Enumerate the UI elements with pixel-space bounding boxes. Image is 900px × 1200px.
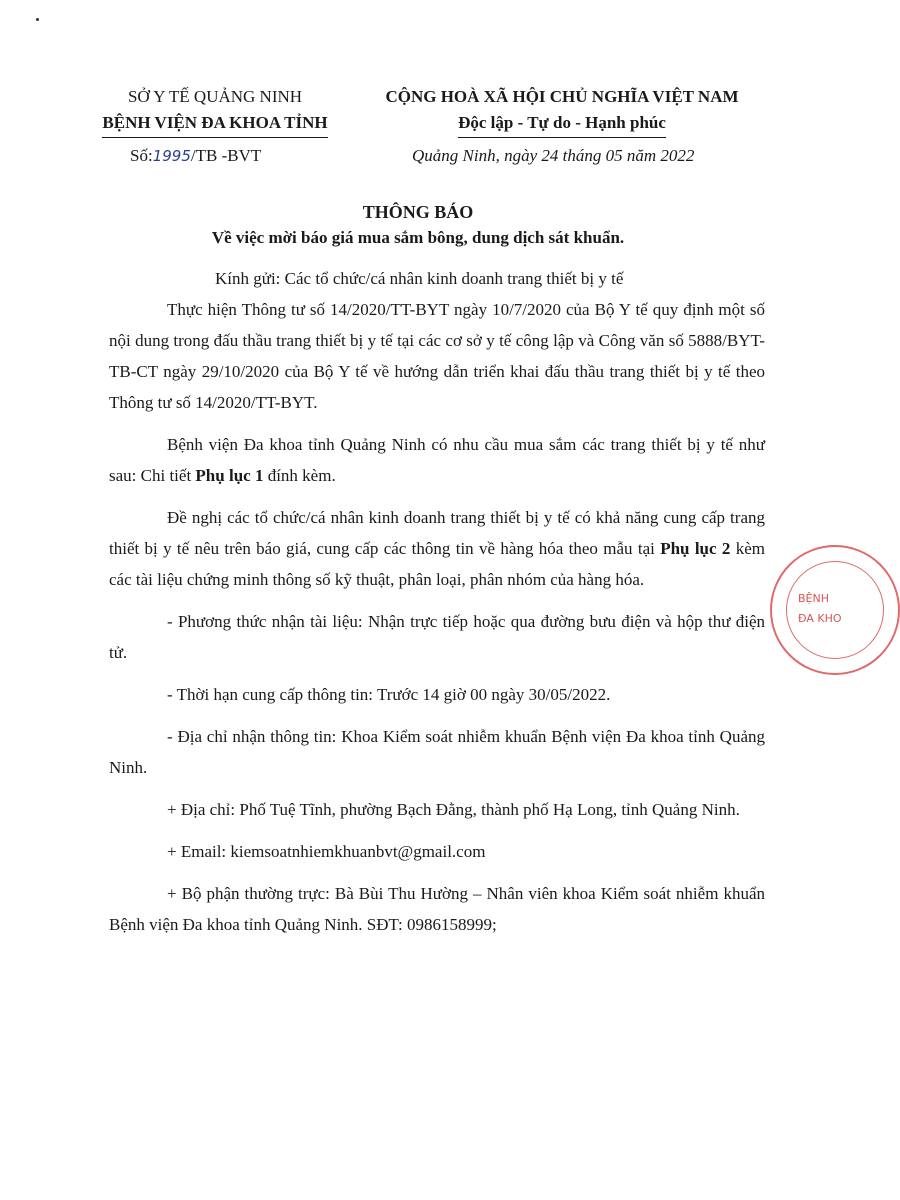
document-number-handwritten: 1995 [152,147,191,165]
item-street-address: + Địa chỉ: Phố Tuệ Tĩnh, phường Bạch Đằng, thành phố Hạ Long, tỉnh Quảng Ninh. [167,800,740,819]
item-contact: + Bộ phận thường trực: Bà Bùi Thu Hường – Nhân viên khoa Kiểm soát nhiễm khuẩn Bệnh viện Đa khoa tỉnh Quảng Ninh. SĐT: 0986158999; [109,884,765,934]
national-name: CỘNG HOÀ XÃ HỘI CHỦ NGHĨA VIỆT NAM [385,87,739,106]
red-seal-stamp [770,545,900,675]
item-deadline: - Thời hạn cung cấp thông tin: Trước 14 giờ 00 ngày 30/05/2022. [167,685,611,704]
issuer-line1: SỞ Y TẾ QUẢNG NINH [127,87,303,106]
national-motto-block [352,84,772,138]
paragraph-request-tail: kèm các tài liệu chứng minh thông số kỹ thuật, phân loại, phân nhóm của hàng hóa. [109,539,765,589]
paragraph-need [109,429,765,491]
document-date: Quảng Ninh, ngày 24 tháng 05 năm 2022 [412,146,695,165]
paragraph-need-text: Bệnh viện Đa khoa tỉnh Quảng Ninh có nhu cầu mua sắm các trang thiết bị y tế như sau: Chi tiết [109,435,765,485]
document-number [130,146,261,166]
issuer-block [70,84,360,138]
appendix-2-ref: Phụ lục 2 [660,539,731,558]
paragraph-request-text: Đề nghị các tổ chức/cá nhân kinh doanh trang thiết bị y tế có khả năng cung cấp trang thiết bị y tế nêu trên báo giá, cung cấp các thông tin về hàng hóa theo mẫu tại [109,508,765,558]
document-number-prefix: Số: [130,146,153,165]
document-body [109,263,765,940]
seal-text-line2: ĐA KHO [798,612,842,625]
item-email: + Email: kiemsoatnhiemkhuanbvt@gmail.com [167,842,486,861]
motto [352,110,772,138]
paragraph-request [109,502,765,595]
seal-text [798,589,842,629]
paragraph-legal-basis: Thực hiện Thông tư số 14/2020/TT-BYT ngày 10/7/2020 của Bộ Y tế quy định một số nội dung trong đấu thầu trang thiết bị y tế tại các cơ sở y tế công lập và Công văn số 5888/BYT-TB-CT ngày 29/10/2020 của Bộ Y tế về hướng dẫn triển khai đấu thầu trang thiết bị y tế theo Thông tư số 14/2020/TT-BYT. [109,300,765,412]
item-receiving-method: - Phương thức nhận tài liệu: Nhận trực tiếp hoặc qua đường bưu điện và hộp thư điện tử. [109,612,765,662]
appendix-1-ref: Phụ lục 1 [195,466,264,485]
document-number-suffix: /TB -BVT [190,146,262,165]
issuer-line2-text: BỆNH VIỆN ĐA KHOA TỈNH [102,110,327,138]
scan-speck [36,18,39,21]
document-title: THÔNG BÁO [362,202,474,222]
recipient-line: Kính gửi: Các tổ chức/cá nhân kinh doanh trang thiết bị y tế [215,269,624,288]
item-receiving-address: - Địa chỉ nhận thông tin: Khoa Kiểm soát nhiễm khuẩn Bệnh viện Đa khoa tỉnh Quảng Ninh. [109,727,765,777]
motto-text: Độc lập - Tự do - Hạnh phúc [458,110,666,138]
issuer-line2 [70,110,360,138]
document-subtitle: Về việc mời báo giá mua sắm bông, dung dịch sát khuẩn. [211,228,625,247]
paragraph-need-tail: đính kèm. [263,466,336,485]
seal-text-line1: BỆNH [798,592,829,605]
